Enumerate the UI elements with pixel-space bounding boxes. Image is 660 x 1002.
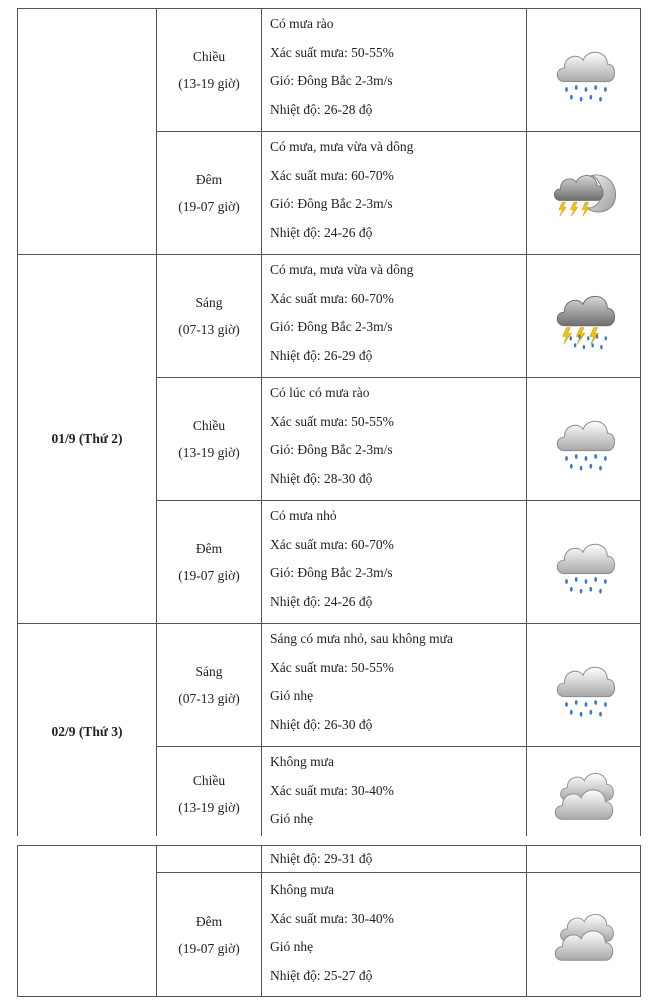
day-cell <box>18 255 157 624</box>
rain-cloud-icon <box>549 650 619 720</box>
detail-line: Gió nhẹ <box>270 811 314 826</box>
period-hours: (13-19 giờ) <box>178 445 240 460</box>
detail-line: Xác suất mưa: 60-70% <box>270 536 394 552</box>
detail-line: Xác suất mưa: 50-55% <box>270 659 394 675</box>
forecast-row <box>18 9 641 132</box>
period-cell <box>157 846 262 873</box>
period-label: Đêm <box>195 172 223 187</box>
period-label: Chiều <box>192 49 226 64</box>
detail-cell <box>262 501 527 624</box>
detail-line: Nhiệt độ: 24-26 độ <box>270 224 373 240</box>
detail-line: Xác suất mưa: 60-70% <box>270 290 394 306</box>
detail-line: Có mưa nhỏ <box>270 508 337 523</box>
detail-line: Sáng có mưa nhỏ, sau không mưa <box>270 631 453 646</box>
period-cell <box>157 501 262 624</box>
period-cell <box>157 747 262 841</box>
cloudy-icon <box>549 759 619 829</box>
detail-cell <box>262 255 527 378</box>
detail-line: Gió: Đông Bắc 2-3m/s <box>270 565 393 580</box>
day-label: 01/9 (Thứ 2) <box>51 431 123 446</box>
period-cell <box>157 624 262 747</box>
detail-line: Nhiệt độ: 25-27 độ <box>270 967 373 983</box>
day-cell <box>18 9 157 255</box>
period-label: Chiều <box>192 418 226 433</box>
period-cell <box>157 873 262 997</box>
detail-line: Xác suất mưa: 60-70% <box>270 167 394 183</box>
temperature-line: Nhiệt độ: 29-31 độ <box>270 851 373 866</box>
detail-line: Có mưa, mưa vừa và dông <box>270 262 414 277</box>
day-cell <box>18 846 157 997</box>
detail-line: Gió: Đông Bắc 2-3m/s <box>270 196 393 211</box>
rain-cloud-icon <box>549 404 619 474</box>
period-label: Chiều <box>192 772 226 788</box>
period-hours: (13-19 giờ) <box>178 799 240 815</box>
forecast-table <box>17 8 641 841</box>
detail-line: Có lúc có mưa rào <box>270 385 370 400</box>
period-cell <box>157 132 262 255</box>
period-label: Sáng <box>195 664 223 679</box>
detail-cell <box>262 378 527 501</box>
detail-line: Nhiệt độ: 28-30 độ <box>270 470 373 486</box>
detail-line: Gió nhẹ <box>270 688 314 703</box>
period-hours: (19-07 giờ) <box>178 199 240 214</box>
detail-line: Có mưa, mưa vừa và dông <box>270 139 414 154</box>
detail-cell <box>262 873 527 997</box>
night-thunderstorm-icon <box>549 158 619 228</box>
period-hours: (07-13 giờ) <box>178 691 240 706</box>
period-hours: (13-19 giờ) <box>178 76 240 91</box>
icon-cell <box>527 501 641 624</box>
forecast-row <box>18 255 641 378</box>
detail-line: Gió: Đông Bắc 2-3m/s <box>270 73 393 88</box>
period-hours: (19-07 giờ) <box>178 940 240 956</box>
period-label: Đêm <box>195 913 223 929</box>
detail-cell <box>262 132 527 255</box>
forecast-row <box>18 624 641 747</box>
icon-cell <box>527 378 641 501</box>
detail-line: Xác suất mưa: 30-40% <box>270 910 394 926</box>
detail-line: Nhiệt độ: 26-29 độ <box>270 347 373 363</box>
icon-cell <box>527 132 641 255</box>
period-label: Đêm <box>195 541 223 556</box>
detail-line: Xác suất mưa: 50-55% <box>270 44 394 60</box>
detail-line: Xác suất mưa: 30-40% <box>270 782 394 798</box>
detail-line: Gió nhẹ <box>270 939 314 954</box>
page-break <box>0 836 660 842</box>
icon-cell <box>527 846 641 873</box>
period-cell <box>157 9 262 132</box>
day-label: 02/9 (Thứ 3) <box>51 724 123 739</box>
detail-line: Xác suất mưa: 50-55% <box>270 413 394 429</box>
rain-cloud-icon <box>549 527 619 597</box>
icon-cell <box>527 255 641 378</box>
detail-line: Nhiệt độ: 26-30 độ <box>270 716 373 732</box>
period-cell <box>157 255 262 378</box>
day-cell <box>18 624 157 841</box>
icon-cell <box>527 747 641 841</box>
period-cell <box>157 378 262 501</box>
icon-cell <box>527 624 641 747</box>
icon-cell <box>527 873 641 997</box>
thunderstorm-icon <box>549 281 619 351</box>
forecast-table-continued <box>17 845 641 997</box>
detail-line: Nhiệt độ: 26-28 độ <box>270 101 373 117</box>
period-hours: (19-07 giờ) <box>178 568 240 583</box>
period-label: Sáng <box>195 295 223 310</box>
rain-cloud-icon <box>549 35 619 105</box>
period-hours: (07-13 giờ) <box>178 322 240 337</box>
detail-line: Nhiệt độ: 24-26 độ <box>270 593 373 609</box>
detail-cell <box>262 747 527 841</box>
detail-cell <box>262 846 527 873</box>
cloudy-icon <box>549 900 619 970</box>
detail-line: Không mưa <box>270 754 334 769</box>
detail-cell <box>262 624 527 747</box>
detail-line: Gió: Đông Bắc 2-3m/s <box>270 319 393 334</box>
detail-cell <box>262 9 527 132</box>
detail-line: Gió: Đông Bắc 2-3m/s <box>270 442 393 457</box>
detail-line: Không mưa <box>270 882 334 897</box>
icon-cell <box>527 9 641 132</box>
detail-line: Có mưa rào <box>270 16 334 31</box>
